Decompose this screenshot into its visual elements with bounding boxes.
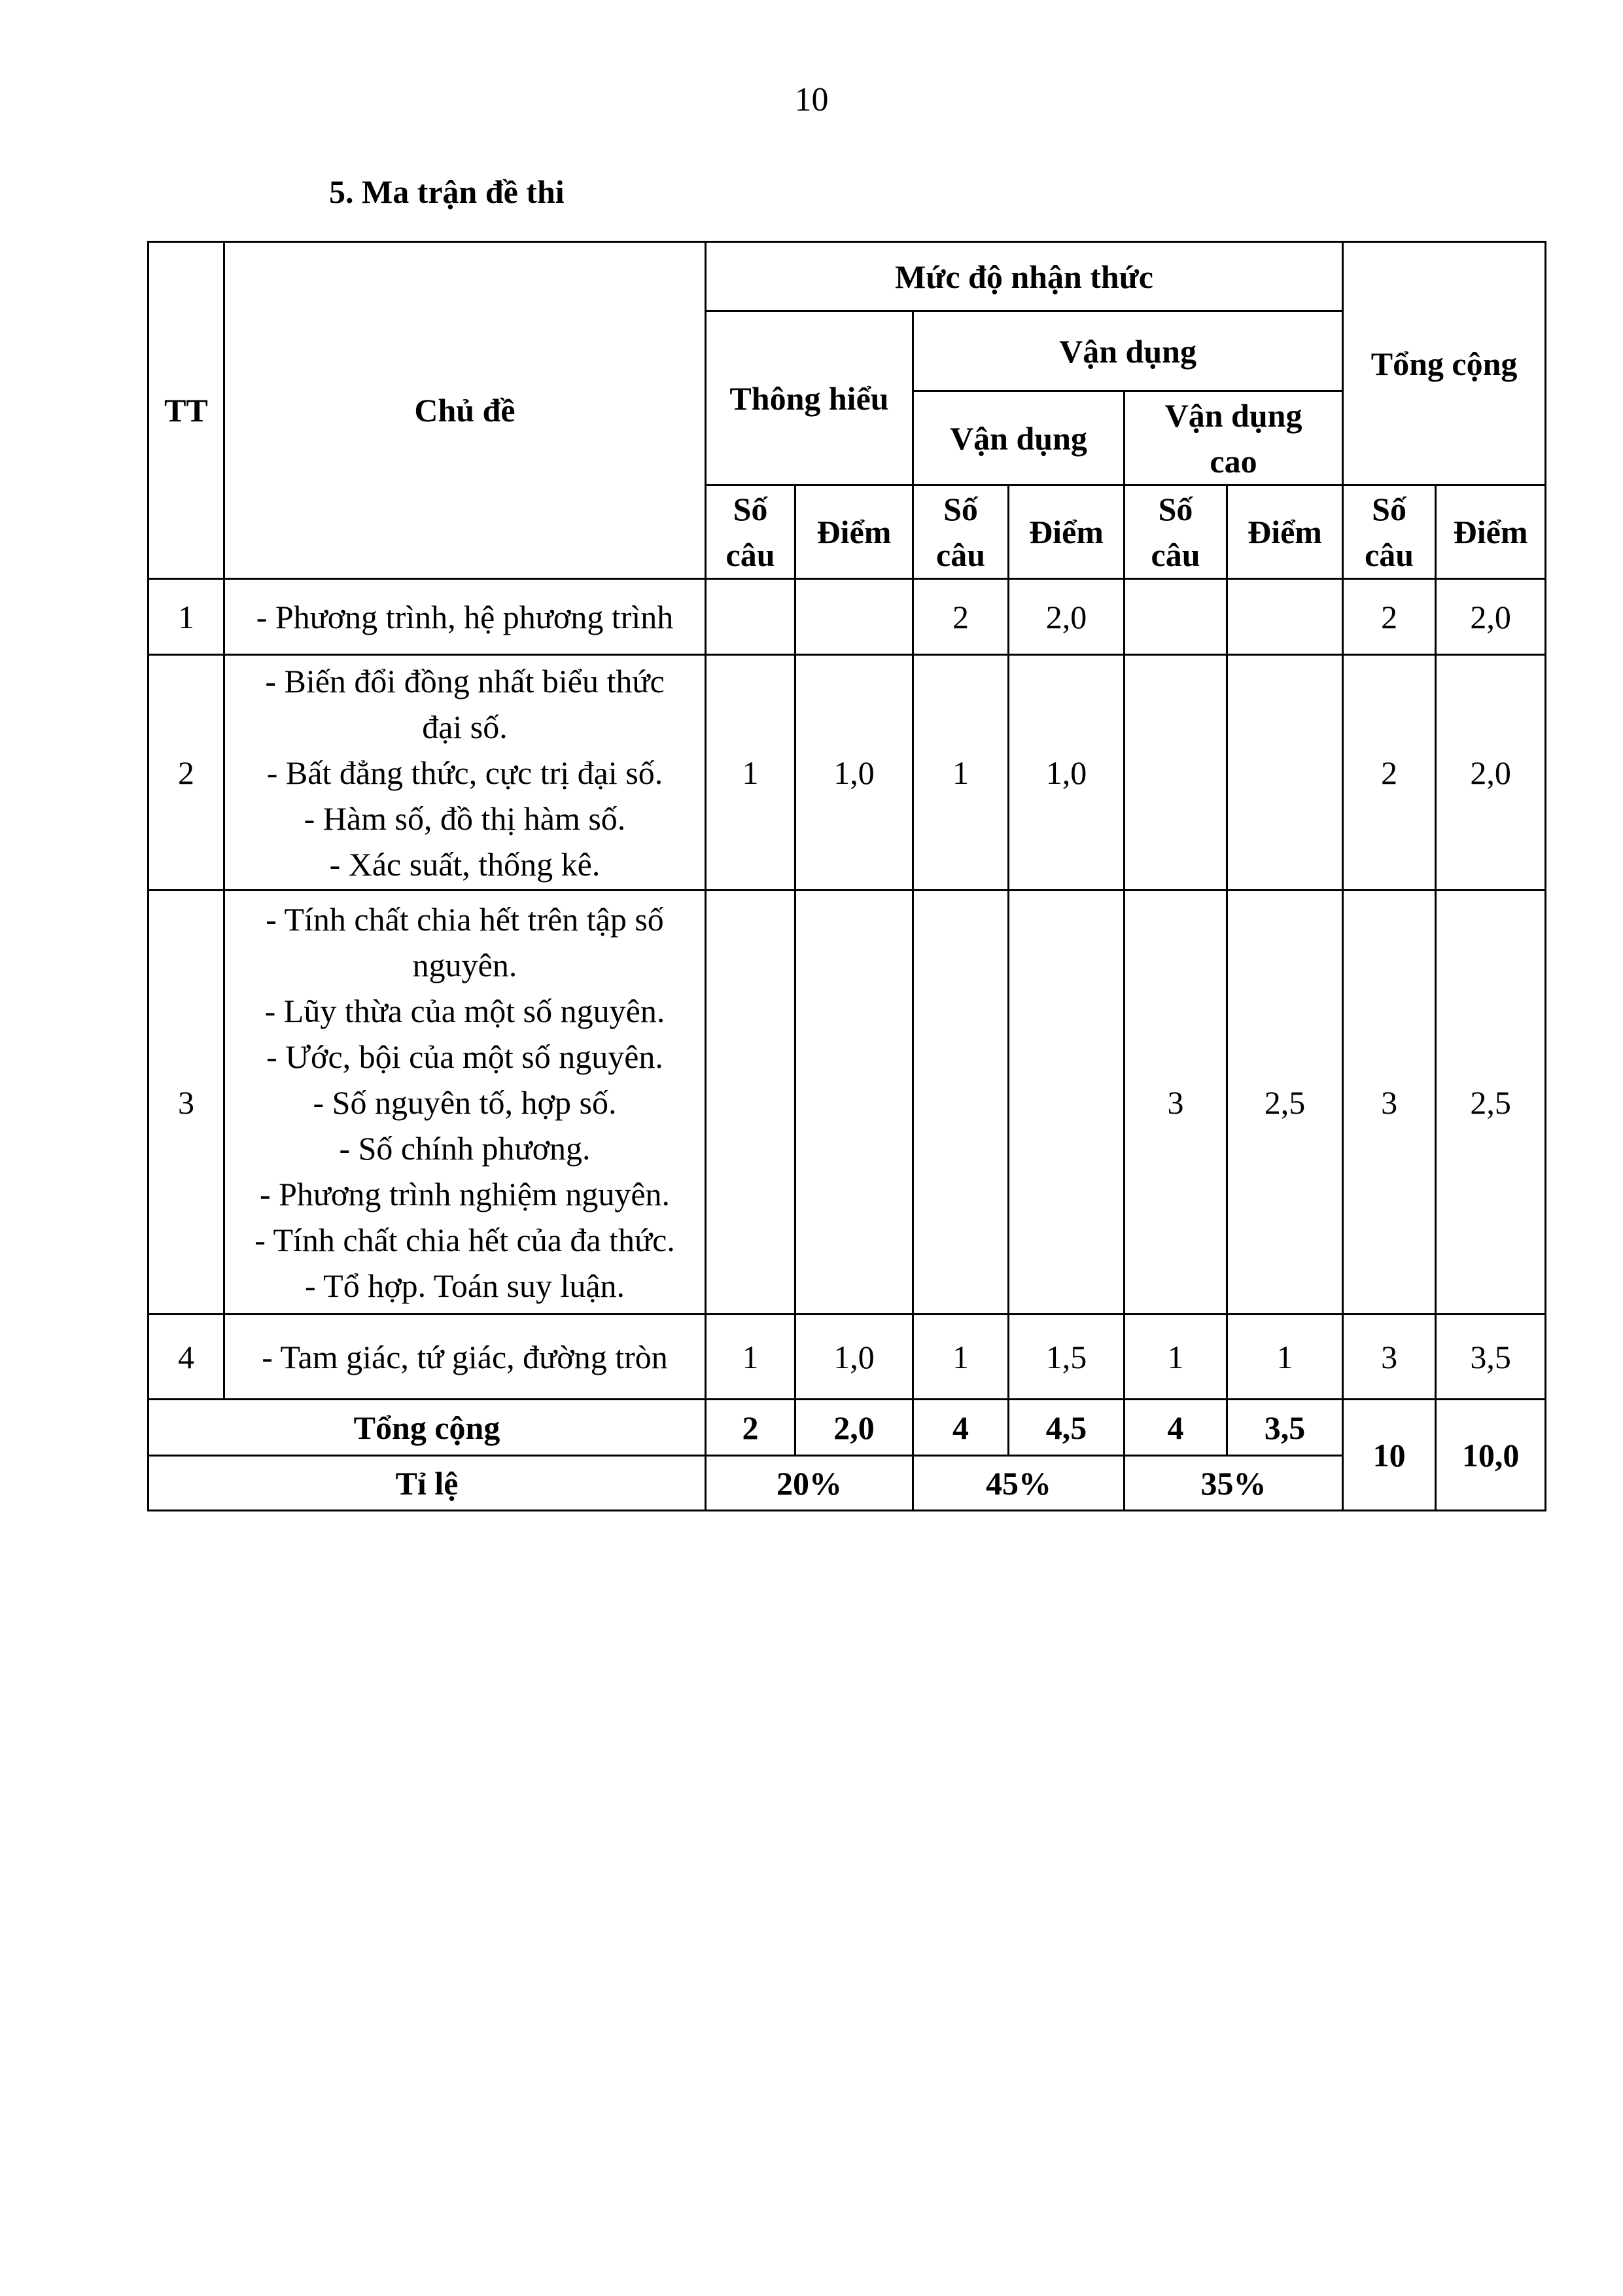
cell-tc-so: 3 bbox=[1343, 891, 1436, 1315]
cell-vdc-diem bbox=[1227, 579, 1343, 655]
row-tt: 3 bbox=[148, 891, 224, 1315]
cell-vd-diem: 1,0 bbox=[1009, 655, 1125, 891]
cell-th-so bbox=[706, 579, 795, 655]
cell-th-diem: 1,0 bbox=[795, 1315, 913, 1400]
cell-tc-so: 3 bbox=[1343, 1315, 1436, 1400]
so-label: Số bbox=[1158, 491, 1193, 527]
topic-line: - Phương trình, hệ phương trình bbox=[256, 598, 674, 635]
row-tt: 4 bbox=[148, 1315, 224, 1400]
table-row bbox=[148, 579, 1546, 655]
topic-line: - Hàm số, đồ thị hàm số. bbox=[304, 800, 626, 837]
table-row bbox=[148, 655, 1546, 891]
header-thong-hieu: Thông hiểu bbox=[706, 311, 913, 486]
cell-vd-diem: 2,0 bbox=[1009, 579, 1125, 655]
totals-label: Tổng cộng bbox=[148, 1400, 706, 1456]
cell-vd-so bbox=[913, 891, 1009, 1315]
totals-th-diem: 2,0 bbox=[795, 1400, 913, 1456]
header-van-dung-cao bbox=[1125, 391, 1343, 486]
cell-tc-diem: 3,5 bbox=[1436, 1315, 1546, 1400]
topic-line: - Biến đổi đồng nhất biểu thức bbox=[265, 662, 665, 699]
totals-vdc-diem: 3,5 bbox=[1227, 1400, 1343, 1456]
totals-th-so: 2 bbox=[706, 1400, 795, 1456]
exam-matrix-table bbox=[147, 241, 1546, 1511]
ratio-row bbox=[148, 1456, 1546, 1511]
topic-line: - Tổ hợp. Toán suy luận. bbox=[304, 1267, 625, 1304]
topic-line: - Tính chất chia hết của đa thức. bbox=[254, 1221, 675, 1258]
topic-line: - Tính chất chia hết trên tập số bbox=[266, 900, 664, 938]
header-row-1 bbox=[148, 242, 1546, 311]
cell-vdc-so: 3 bbox=[1125, 891, 1227, 1315]
cell-tc-diem: 2,5 bbox=[1436, 891, 1546, 1315]
topic-line: nguyên. bbox=[412, 946, 517, 983]
totals-vd-so: 4 bbox=[913, 1400, 1009, 1456]
header-tt: TT bbox=[148, 242, 224, 579]
cau-label: câu bbox=[1151, 537, 1200, 573]
cell-vdc-diem bbox=[1227, 655, 1343, 891]
cell-vdc-so: 1 bbox=[1125, 1315, 1227, 1400]
topic-line: - Tam giác, tứ giác, đường tròn bbox=[262, 1338, 668, 1375]
row-topics bbox=[224, 891, 706, 1315]
totals-tc-diem: 10,0 bbox=[1436, 1400, 1546, 1511]
header-van-dung: Vận dụng bbox=[913, 391, 1125, 486]
totals-tc-so: 10 bbox=[1343, 1400, 1436, 1511]
topic-line: đại số. bbox=[422, 708, 508, 745]
topic-line: - Xác suất, thống kê. bbox=[329, 845, 601, 883]
ratio-van-dung: 45% bbox=[913, 1456, 1125, 1511]
so-label: Số bbox=[733, 491, 768, 527]
page-number: 10 bbox=[794, 81, 829, 118]
header-van-dung-group: Vận dụng bbox=[913, 311, 1343, 391]
cell-tc-so: 2 bbox=[1343, 579, 1436, 655]
so-label: Số bbox=[1372, 491, 1406, 527]
cell-vd-diem: 1,5 bbox=[1009, 1315, 1125, 1400]
table-row bbox=[148, 891, 1546, 1315]
totals-vd-diem: 4,5 bbox=[1009, 1400, 1125, 1456]
ratio-van-dung-cao: 35% bbox=[1125, 1456, 1343, 1511]
row-topics bbox=[224, 579, 706, 655]
ratio-thong-hieu: 20% bbox=[706, 1456, 913, 1511]
cell-th-so bbox=[706, 891, 795, 1315]
cell-vd-diem bbox=[1009, 891, 1125, 1315]
cell-vdc-diem: 1 bbox=[1227, 1315, 1343, 1400]
header-tong-cong: Tổng cộng bbox=[1343, 242, 1546, 486]
cell-vd-so: 1 bbox=[913, 1315, 1009, 1400]
cau-label: câu bbox=[936, 537, 985, 573]
so-label: Số bbox=[943, 491, 978, 527]
topic-line: - Số chính phương. bbox=[339, 1129, 591, 1167]
row-tt: 1 bbox=[148, 579, 224, 655]
cau-label: câu bbox=[1365, 537, 1414, 573]
table-row bbox=[148, 1315, 1546, 1400]
topic-line: - Phương trình nghiệm nguyên. bbox=[259, 1175, 671, 1212]
cell-th-diem: 1,0 bbox=[795, 655, 913, 891]
cell-th-so: 1 bbox=[706, 1315, 795, 1400]
header-chu-de: Chủ đề bbox=[224, 242, 706, 579]
cell-vdc-diem: 2,5 bbox=[1227, 891, 1343, 1315]
cell-tc-diem: 2,0 bbox=[1436, 655, 1546, 891]
cell-th-so: 1 bbox=[706, 655, 795, 891]
header-tc-so-cau bbox=[1343, 486, 1436, 579]
topic-line: - Số nguyên tố, hợp số. bbox=[313, 1084, 617, 1121]
ratio-label: Tỉ lệ bbox=[148, 1456, 706, 1511]
topic-line: - Ước, bội của một số nguyên. bbox=[266, 1038, 663, 1075]
header-van-dung-cao-line2: cao bbox=[1210, 442, 1257, 480]
cell-vd-so: 2 bbox=[913, 579, 1009, 655]
header-th-so-cau bbox=[706, 486, 795, 579]
row-topics bbox=[224, 1315, 706, 1400]
row-topics bbox=[224, 655, 706, 891]
cau-label: câu bbox=[725, 537, 775, 573]
cell-tc-diem: 2,0 bbox=[1436, 579, 1546, 655]
cell-th-diem bbox=[795, 579, 913, 655]
header-vd-diem: Điểm bbox=[1009, 486, 1125, 579]
header-vdc-so-cau bbox=[1125, 486, 1227, 579]
cell-vdc-so bbox=[1125, 655, 1227, 891]
header-th-diem: Điểm bbox=[795, 486, 913, 579]
section-title: 5. Ma trận đề thi bbox=[329, 173, 565, 210]
header-muc-do-nhan-thuc: Mức độ nhận thức bbox=[706, 242, 1343, 311]
cell-vd-so: 1 bbox=[913, 655, 1009, 891]
cell-tc-so: 2 bbox=[1343, 655, 1436, 891]
topic-line: - Bất đẳng thức, cực trị đại số. bbox=[266, 754, 663, 791]
header-vd-so-cau bbox=[913, 486, 1009, 579]
topic-line: - Lũy thừa của một số nguyên. bbox=[264, 992, 665, 1029]
header-tc-diem: Điểm bbox=[1436, 486, 1546, 579]
row-tt: 2 bbox=[148, 655, 224, 891]
totals-vdc-so: 4 bbox=[1125, 1400, 1227, 1456]
cell-th-diem bbox=[795, 891, 913, 1315]
header-vdc-diem: Điểm bbox=[1227, 486, 1343, 579]
header-van-dung-cao-line1: Vận dụng bbox=[1164, 397, 1302, 434]
totals-row bbox=[148, 1400, 1546, 1456]
cell-vdc-so bbox=[1125, 579, 1227, 655]
